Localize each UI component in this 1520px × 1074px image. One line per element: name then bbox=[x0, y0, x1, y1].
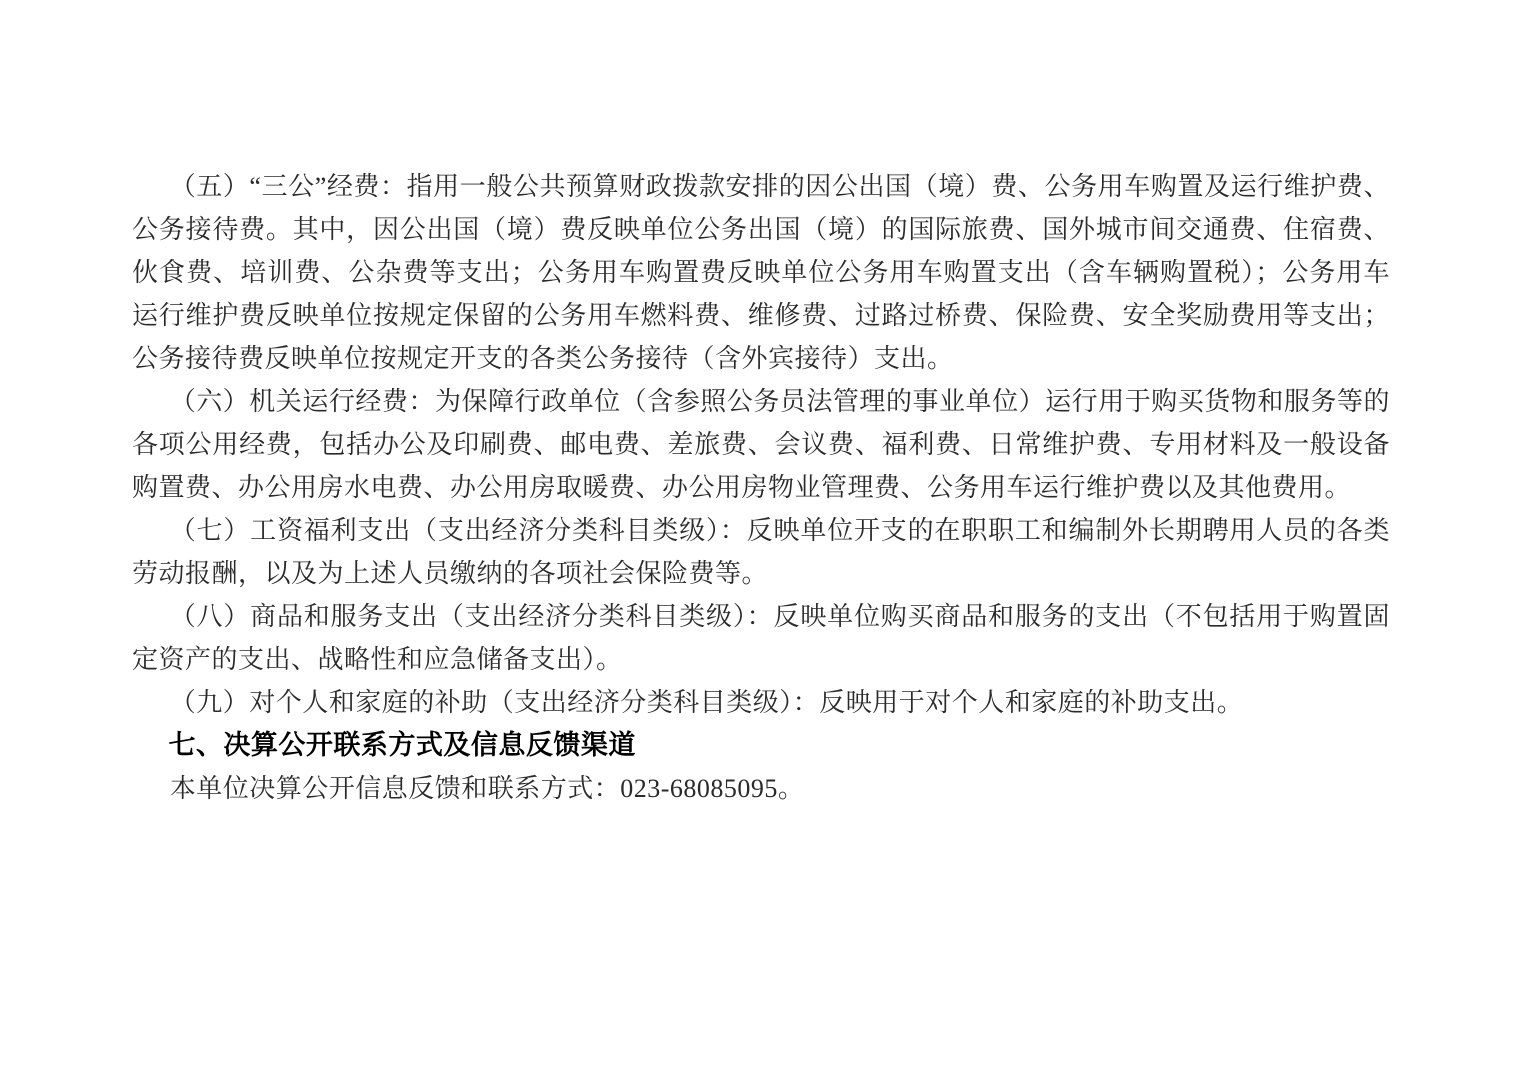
contact-label: 本单位决算公开信息反馈和联系方式： bbox=[169, 774, 621, 803]
paragraph-agency-operating-funds: （六）机关运行经费：为保障行政单位（含参照公务员法管理的事业单位）运行用于购买货物和服务等的各项公用经费，包括办公及印刷费、邮电费、差旅费、会议费、福利费、日常维护费、专用材料及一般设备购置费、办公用房水电费、办公用房取暖费、办公用房物业管理费、公务用车运行维护费以及其他费用。 bbox=[132, 387, 1390, 502]
contact-phone: 023-68085095 bbox=[620, 774, 778, 803]
document-content bbox=[132, 165, 1390, 810]
paragraph-individual-family-subsidy: （九）对个人和家庭的补助（支出经济分类科目类级）：反映用于对个人和家庭的补助支出。 bbox=[169, 688, 1244, 717]
contact-line bbox=[132, 767, 1390, 810]
paragraph-goods-services-expenditure: （八）商品和服务支出（支出经济分类科目类级）：反映单位购买商品和服务的支出（不包括用于购置固定资产的支出、战略性和应急储备支出）。 bbox=[132, 602, 1390, 674]
paragraph-three-public-funds: （五）“三公”经费：指用一般公共预算财政拨款安排的因公出国（境）费、公务用车购置及运行维护费、公务接待费。其中，因公出国（境）费反映单位公务出国（境）的国际旅费、国外城市间交通费、住宿费、伙食费、培训费、公杂费等支出；公务用车购置费反映单位公务用车购置支出（含车辆购置税）；公务用车运行维护费反映单位按规定保留的公务用车燃料费、维修费、过路过桥费、保险费、安全奖励费用等支出；公务接待费反映单位按规定开支的各类公务接待（含外宾接待）支出。 bbox=[132, 172, 1390, 373]
paragraph-wage-welfare-expenditure: （七）工资福利支出（支出经济分类科目类级）：反映单位开支的在职职工和编制外长期聘用人员的各类劳动报酬，以及为上述人员缴纳的各项社会保险费等。 bbox=[132, 516, 1390, 588]
section-heading-contact-channels: 七、决算公开联系方式及信息反馈渠道 bbox=[168, 730, 636, 760]
contact-suffix: 。 bbox=[777, 774, 805, 803]
